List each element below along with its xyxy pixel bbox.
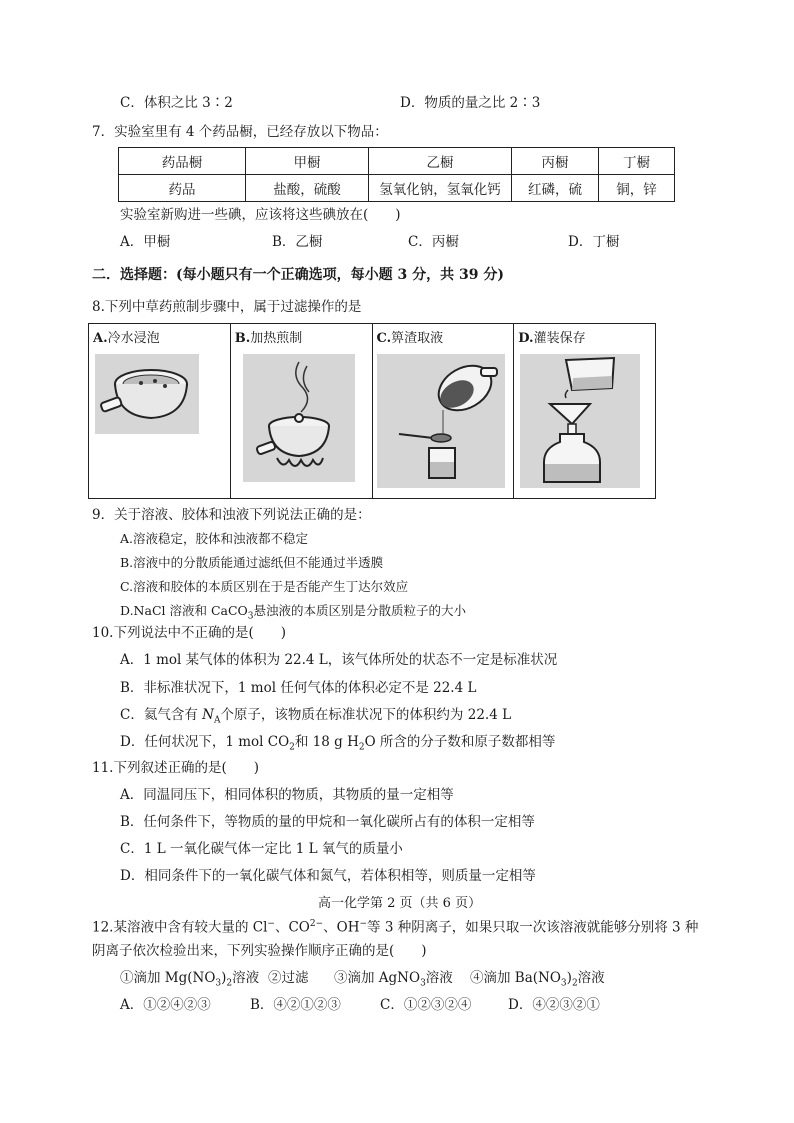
q11-option-a: A．同温同压下，相同体积的物质，其物质的量一定相等 <box>120 787 454 803</box>
step-letter: B. <box>234 331 251 346</box>
q7-cabinet-table <box>118 147 675 202</box>
q9-option-a: A.溶液稳定，胶体和浊液都不稳定 <box>120 531 309 546</box>
q10-option-b: B．非标准状况下，1 mol 任何气体的体积必定不是 22.4 L <box>120 680 477 696</box>
q6-option-c: C．体积之比 3∶2 <box>120 95 233 111</box>
step-cell-c <box>372 324 514 499</box>
soaking-pot-illustration <box>89 354 230 434</box>
table-cell: 铜，锌 <box>599 175 675 202</box>
q7-option-c: C．丙橱 <box>408 234 459 250</box>
q7-stem: 7．实验室里有 4 个药品橱，已经存放以下物品： <box>92 124 388 140</box>
q12-step-4: ④滴加 $Ba(NO_3)_2$溶液 <box>470 970 605 989</box>
step-label: 加热煎制 <box>250 331 303 346</box>
step-letter: A. <box>93 331 108 346</box>
table-cell: 甲橱 <box>246 148 369 175</box>
q7-option-a: A．甲橱 <box>120 234 171 250</box>
table-cell: 乙橱 <box>369 148 512 175</box>
q11-stem: 11.下列叙述正确的是( ) <box>92 760 260 776</box>
step-cell-b <box>230 324 372 499</box>
table-cell: 氢氧化钠，氢氧化钙 <box>369 175 512 202</box>
q9-option-c: C.溶液和胶体的本质区别在于是否能产生丁达尔效应 <box>120 579 409 594</box>
page-footer: 高一化学第 2 页（共 6 页） <box>318 896 482 911</box>
step-cell-a <box>89 324 231 499</box>
table-cell: 丁橱 <box>599 148 675 175</box>
q12-stem-line1: 12.某溶液中含有较大量的 Cl−、$CO^{2-}$、OH−等 3 种阴离子，如果只取一次该溶液就能够分别将 3 种 <box>92 919 699 936</box>
section-title: 二．选择题：(每小题只有一个正确选项，每小题 3 分，共 39 分) <box>92 267 504 283</box>
table-cell: 药品 <box>119 175 246 202</box>
q12-stem-line2: 阴离子依次检验出来，下列实验操作顺序正确的是( ) <box>92 943 427 959</box>
bottling-illustration <box>514 354 655 488</box>
q12-option-c: C．①②③②④ <box>380 997 472 1013</box>
heating-pot-illustration <box>231 354 372 482</box>
q12-option-d: D．④②③②① <box>508 997 600 1013</box>
q8-stem: 8.下列中草药煎制步骤中，属于过滤操作的是 <box>92 299 362 315</box>
q9-option-d: D.NaCl 溶液和 CaCO$_3$悬浊液的本质区别是分散质粒子的大小 <box>120 603 467 622</box>
q12-step-3: ③滴加 AgNO$_3$溶液 <box>334 970 453 989</box>
table-cell: 红磷，硫 <box>512 175 599 202</box>
table-row <box>89 324 656 499</box>
q10-option-d: D．任何状况下，1 mol $CO_2$和 18 g $H_2O$ 所含的分子数和原子数都相等 <box>120 734 556 753</box>
step-label: 冷水浸泡 <box>107 331 160 346</box>
filtering-illustration <box>373 354 514 488</box>
q12-option-b: B．④②①②③ <box>250 997 341 1013</box>
step-label: 灌装保存 <box>533 331 586 346</box>
q9-option-b: B.溶液中的分散质能通过滤纸但不能通过半透膜 <box>120 555 384 570</box>
step-cell-d <box>514 324 656 499</box>
q11-option-d: D．相同条件下的一氧化碳气体和氮气，若体积相等，则质量一定相等 <box>120 868 536 884</box>
q7-follow: 实验室新购进一些碘，应该将这些碘放在( ) <box>120 207 401 223</box>
q12-step-1: ①滴加 $Mg(NO_3)_2$溶液 <box>120 970 260 989</box>
q10-option-c: C．氦气含有 $N_A$个原子，该物质在标准状况下的体积约为 22.4 L <box>120 707 512 726</box>
q7-option-d: D．丁橱 <box>568 234 620 250</box>
table-cell: 盐酸，硫酸 <box>246 175 369 202</box>
q6-option-d: D．物质的量之比 2∶3 <box>400 95 541 111</box>
q11-option-b: B．任何条件下，等物质的量的甲烷和一氧化碳所占有的体积一定相等 <box>120 814 535 830</box>
q8-steps-table <box>88 323 656 499</box>
q11-option-c: C．1 L 一氧化碳气体一定比 1 L 氧气的质量小 <box>120 841 403 857</box>
step-letter: C. <box>376 331 392 346</box>
q10-option-a: A．1 mol 某气体的体积为 22.4 L，该气体所处的状态不一定是标准状况 <box>120 652 558 668</box>
q7-option-b: B．乙橱 <box>272 234 323 250</box>
step-label: 箅渣取液 <box>391 331 444 346</box>
q9-stem: 9．关于溶液、胶体和浊液下列说法正确的是： <box>92 507 371 523</box>
q10-stem: 10.下列说法中不正确的是( ) <box>92 625 287 641</box>
table-row <box>119 175 675 202</box>
table-cell: 药品橱 <box>119 148 246 175</box>
table-cell: 丙橱 <box>512 148 599 175</box>
step-letter: D. <box>518 331 534 346</box>
q12-step-2: ②过滤 <box>268 970 309 986</box>
q12-option-a: A．①②④②③ <box>120 997 211 1013</box>
table-row <box>119 148 675 175</box>
